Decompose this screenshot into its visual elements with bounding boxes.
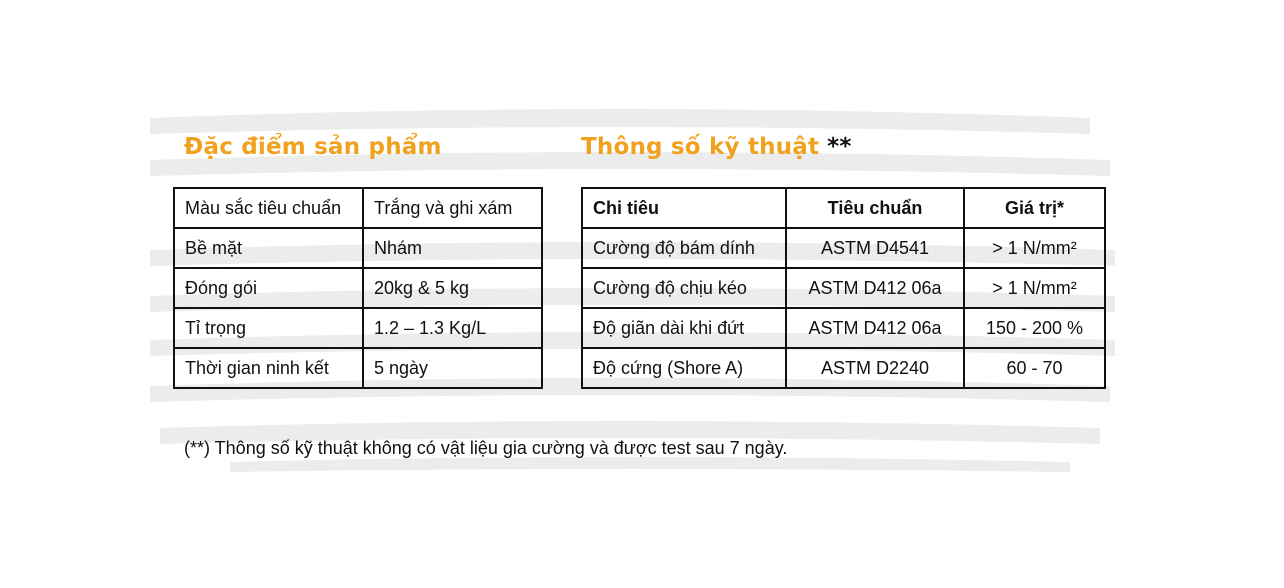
technical-specs-title: Thông số kỹ thuật: [581, 134, 820, 160]
technical-specs-heading: [581, 134, 852, 160]
table-header-row: [582, 188, 1105, 228]
spec-indicator: Độ cứng (Shore A): [582, 348, 786, 388]
spec-indicator: Cường độ bám dính: [582, 228, 786, 268]
feature-label: Màu sắc tiêu chuẩn: [174, 188, 363, 228]
table-row: [174, 308, 542, 348]
table-row: [582, 228, 1105, 268]
spec-standard: ASTM D2240: [786, 348, 964, 388]
table-row: [174, 188, 542, 228]
header-cell-value: Giá trị*: [964, 188, 1105, 228]
spec-value: 150 - 200 %: [964, 308, 1105, 348]
feature-label: Tỉ trọng: [174, 308, 363, 348]
spec-standard: ASTM D412 06a: [786, 308, 964, 348]
technical-specs-table: [581, 187, 1106, 389]
feature-value: 20kg & 5 kg: [363, 268, 542, 308]
feature-label: Thời gian ninh kết: [174, 348, 363, 388]
spec-value: 60 - 70: [964, 348, 1105, 388]
feature-value: Trắng và ghi xám: [363, 188, 542, 228]
table-row: [174, 228, 542, 268]
product-features-heading: [184, 134, 442, 160]
product-features-title: Đặc điểm sản phẩm: [184, 134, 442, 160]
spec-standard: ASTM D4541: [786, 228, 964, 268]
feature-label: Bề mặt: [174, 228, 363, 268]
table-row: [174, 348, 542, 388]
spec-indicator: Độ giãn dài khi đứt: [582, 308, 786, 348]
spec-value: > 1 N/mm²: [964, 228, 1105, 268]
table-row: [582, 348, 1105, 388]
feature-value: Nhám: [363, 228, 542, 268]
product-features-table: [173, 187, 543, 389]
title-asterisks: **: [827, 134, 852, 160]
footnote: (**) Thông số kỹ thuật không có vật liệu gia cường và được test sau 7 ngày.: [184, 438, 788, 458]
table-row: [582, 308, 1105, 348]
table-row: [582, 268, 1105, 308]
feature-label: Đóng gói: [174, 268, 363, 308]
feature-value: 5 ngày: [363, 348, 542, 388]
spec-value: > 1 N/mm²: [964, 268, 1105, 308]
spec-standard: ASTM D412 06a: [786, 268, 964, 308]
table-row: [174, 268, 542, 308]
header-cell-standard: Tiêu chuẩn: [786, 188, 964, 228]
spec-indicator: Cường độ chịu kéo: [582, 268, 786, 308]
feature-value: 1.2 – 1.3 Kg/L: [363, 308, 542, 348]
header-cell-indicator: Chi tiêu: [582, 188, 786, 228]
